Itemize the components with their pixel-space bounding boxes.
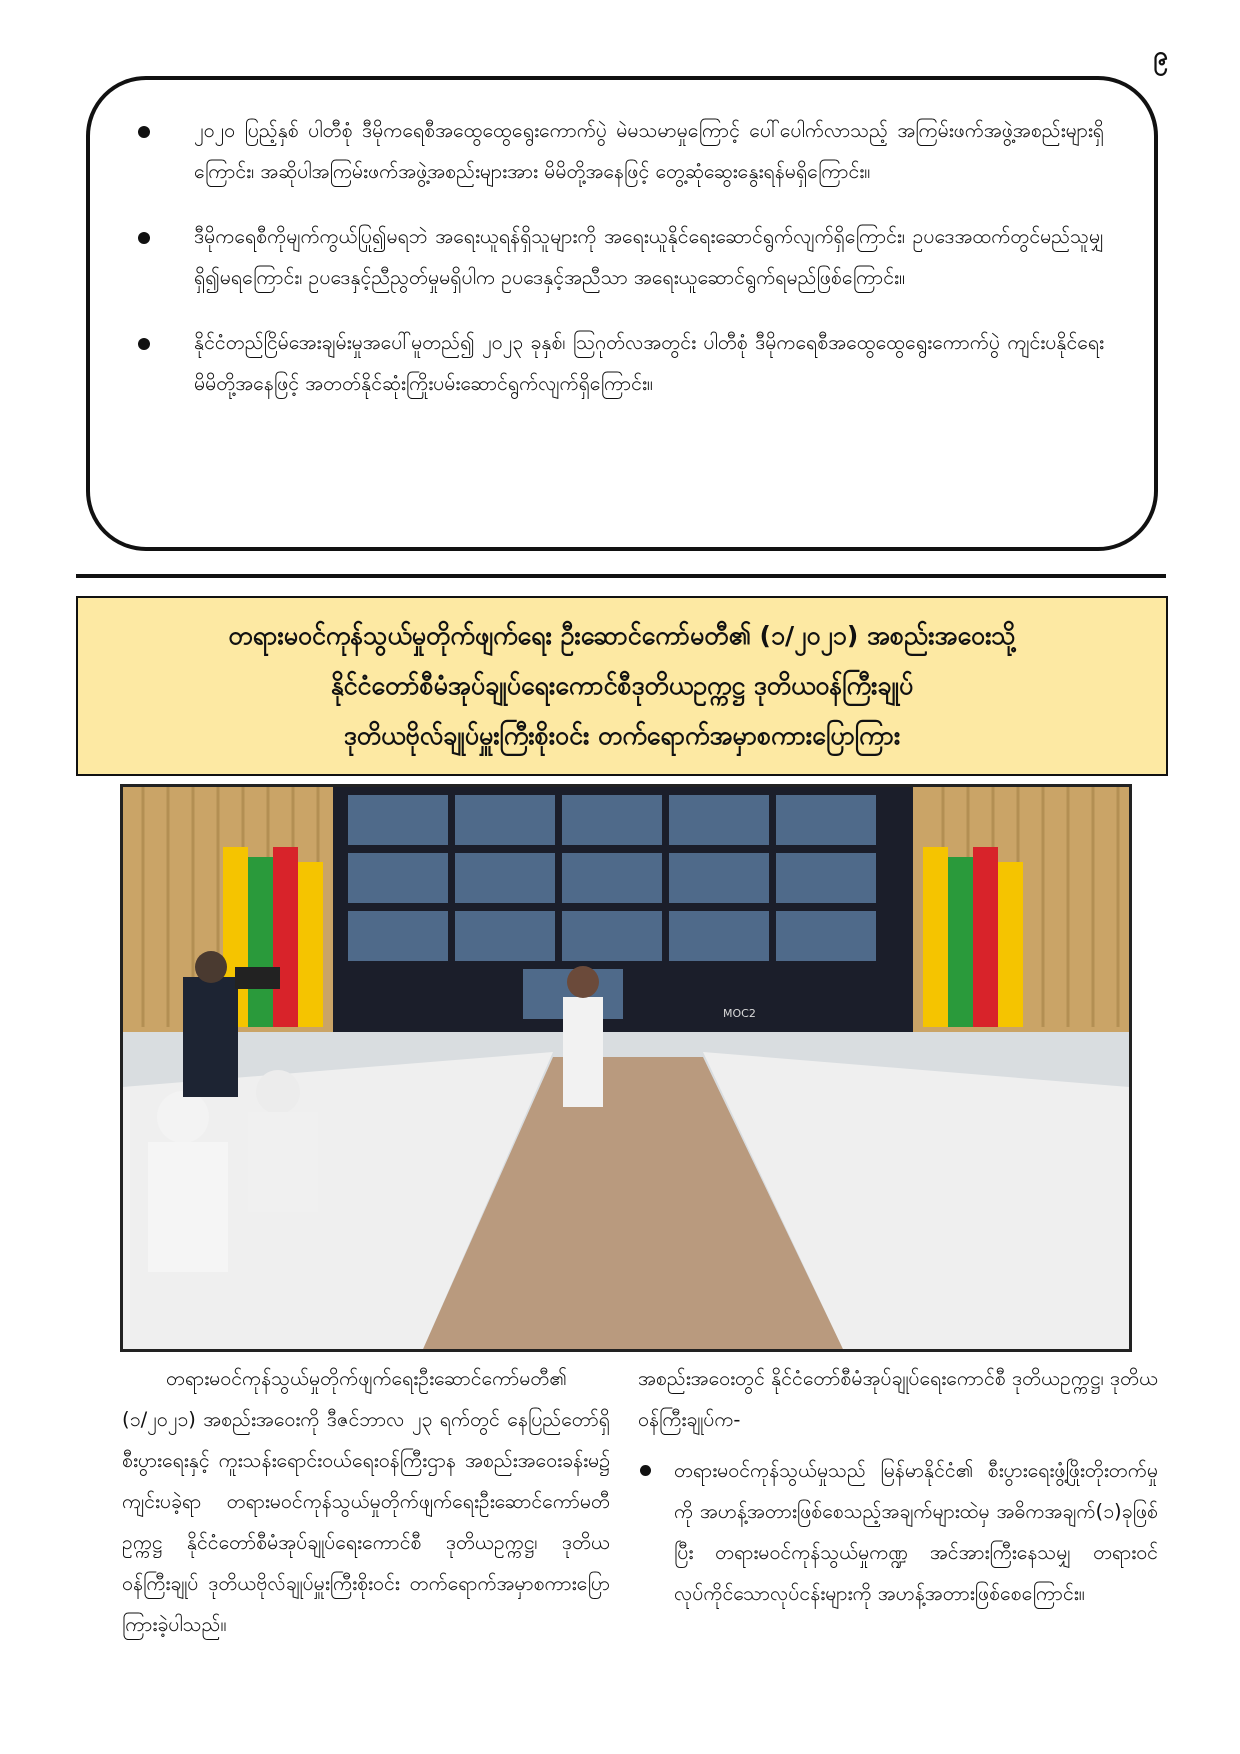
bullet-icon <box>138 126 150 138</box>
bullet-icon <box>138 338 150 350</box>
summary-bullet <box>120 110 1104 192</box>
flags-right-icon <box>923 847 1023 1027</box>
headline-line-2: နိုင်ငံတော်စီမံအုပ်ချုပ်ရေးကောင်စီဒုတိယဥက္ကဋ္ဌ ဒုတိယဝန်ကြီးချုပ် <box>330 671 914 700</box>
article-column-right <box>638 1358 1158 1614</box>
bullet-icon <box>640 1465 651 1476</box>
meeting-photo <box>120 784 1132 1352</box>
summary-bullet-text: နိုင်ငံတည်ငြိမ်အေးချမ်းမှုအပေါ်မူတည်၍ ၂၀၂၃ ခုနှစ်၊ ဩဂုတ်လအတွင်း ပါတီစုံ ဒီမိုကရေစီအထွေထွေရွေးကောက်ပွဲ ကျင်းပနိုင်ရေး မိမိတို့အနေဖြင့် အတတ်နိုင်ဆုံးကြိုးပမ်းဆောင်ရွက်လျက်ရှိကြောင်း။ <box>194 331 1104 395</box>
article-bullet-text: တရားမဝင်ကုန်သွယ်မှုသည် မြန်မာနိုင်ငံ၏ စီးပွားရေးဖွံ့ဖြိုးတိုးတက်မှုကို အဟန့်အတားဖြစ်စေသည့်အချက်များထဲမှ အဓိကအချက်(၁)ခုဖြစ်ပြီး တရားမဝင်ကုန်သွယ်မှုကဏ္ဍ အင်အားကြီးနေသမျှ တရားဝင်လုပ်ကိုင်သောလုပ်ငန်းများကို အဟန့်အတားဖြစ်စေကြောင်း။ <box>674 1459 1158 1605</box>
headline-line-1: တရားမဝင်ကုန်သွယ်မှုတိုက်ဖျက်ရေး ဦးဆောင်ကော်မတီ၏ (၁/၂၀၂၁) အစည်းအဝေးသို့ <box>228 621 1016 650</box>
article-paragraph: တရားမဝင်ကုန်သွယ်မှုတိုက်ဖျက်ရေးဦးဆောင်ကော်မတီ၏ (၁/၂၀၂၁) အစည်းအဝေးကို ဒီဇင်ဘာလ ၂၃ ရက်တွင် နေပြည်တော်ရှိစီးပွားရေးနှင့် ကူးသန်းရောင်းဝယ်ရေးဝန်ကြီးဌာန အစည်းအဝေးခန်းမ၌ ကျင်းပခဲ့ရာ တရားမဝင်ကုန်သွယ်မှုတိုက်ဖျက်ရေးဦးဆောင်ကော်မတီဥက္ကဋ္ဌ နိုင်ငံတော်စီမံအုပ်ချုပ်ရေးကောင်စီ ဒုတိယဥက္ကဋ္ဌ၊ ဒုတိယဝန်ကြီးချုပ် ဒုတိယဗိုလ်ချုပ်မှူးကြီးစိုးဝင်း တက်ရောက်အမှာစကားပြောကြားခဲ့ပါသည်။ <box>122 1367 610 1636</box>
summary-bullet <box>120 216 1104 298</box>
article-intro: အစည်းအဝေးတွင် နိုင်ငံတော်စီမံအုပ်ချုပ်ရေးကောင်စီ ဒုတိယဥက္ကဋ္ဌ၊ ဒုတိယဝန်ကြီးချုပ်က- <box>638 1367 1158 1431</box>
bullet-icon <box>138 232 150 244</box>
headline-line-3: ဒုတိယဗိုလ်ချုပ်မှူးကြီးစိုးဝင်း တက်ရောက်အမှာစကားပြောကြား <box>343 721 901 750</box>
headline-box <box>76 596 1168 776</box>
article-bullet <box>638 1450 1158 1614</box>
page-number: ၉ <box>1153 41 1168 71</box>
summary-bullet <box>120 322 1104 404</box>
section-divider <box>76 574 1166 578</box>
summary-box <box>86 76 1158 551</box>
summary-bullet-text: ဒီမိုကရေစီကိုမျက်ကွယ်ပြု၍မရဘဲ အရေးယူရန်ရှိသူများကို အရေးယူနိုင်ရေးဆောင်ရွက်လျက်ရှိကြောင်း၊ ဥပဒေအထက်တွင်မည်သူမျှရှိ၍မရကြောင်း၊ ဥပဒေနှင့်ညီညွတ်မှုမရှိပါက ဥပဒေနှင့်အညီသာ အရေးယူဆောင်ရွက်ရမည်ဖြစ်ကြောင်း။ <box>194 225 1104 289</box>
summary-bullet-text: ၂၀၂၀ ပြည့်နှစ် ပါတီစုံ ဒီမိုကရေစီအထွေထွေရွေးကောက်ပွဲ မဲမသမာမှုကြောင့် ပေါ်ပေါက်လာသည့် အကြမ်းဖက်အဖွဲ့အစည်းများရှိကြောင်း၊ အဆိုပါအကြမ်းဖက်အဖွဲ့အစည်းများအား မိမိတို့အနေဖြင့် တွေ့ဆုံဆွေးနွေးရန်မရှိကြောင်း။ <box>194 119 1104 183</box>
article-column-left <box>122 1358 610 1645</box>
screen-label: MOC2 <box>723 1007 756 1020</box>
